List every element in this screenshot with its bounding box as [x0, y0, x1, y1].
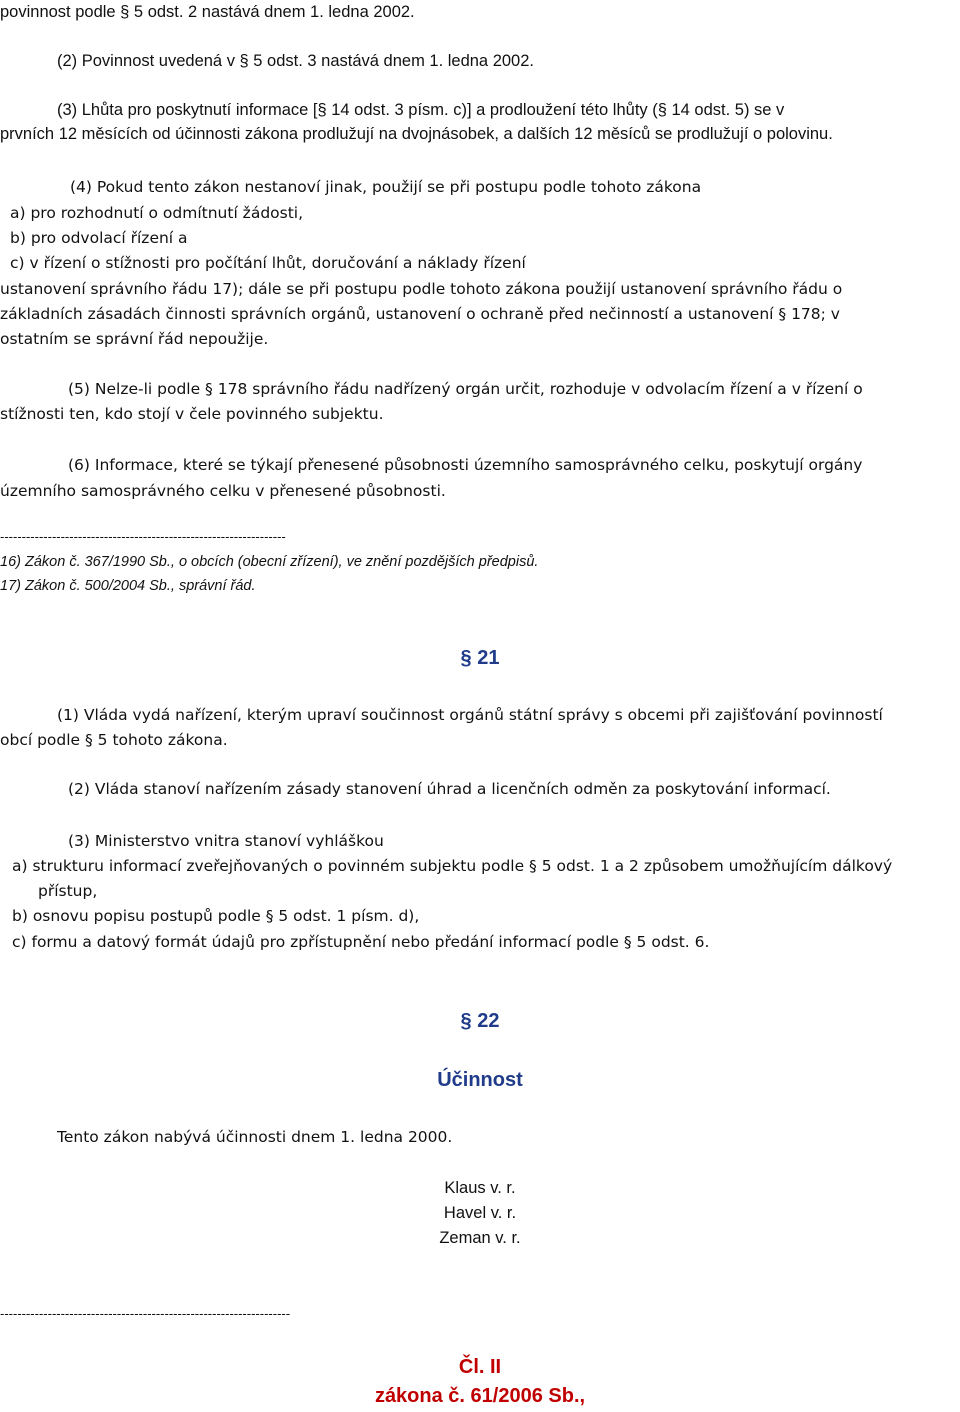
signature-klaus: Klaus v. r. [444, 1179, 516, 1197]
section-21-para-1-line-1: (1) Vláda vydá nařízení, kterým upraví součinnost orgánů státní správy s obcemi při zajišťování povinností [57, 706, 883, 724]
part-separator: ------------------------------------------------------------------- [0, 1306, 291, 1321]
paragraph-4-item-b: b) pro odvolací řízení a [10, 229, 188, 247]
section-21-item-a-line-2: přístup, [38, 882, 98, 900]
paragraph-4-item-c: c) v řízení o stížnosti pro počítání lhůt, doručování a náklady řízení [10, 254, 526, 272]
section-21-item-c: c) formu a datový formát údajů pro zpřístupnění nebo předání informací podle § 5 odst. 6. [12, 933, 710, 951]
paragraph-4-line-7: ostatním se správní řád nepoužije. [0, 330, 269, 348]
section-22-title: Účinnost [437, 1069, 523, 1091]
paragraph-3-line-2: prvních 12 měsících od účinnosti zákona prodlužují na dvojnásobek, a dalších 12 měsíců se prodlužují o polovinu. [0, 125, 833, 143]
paragraph-4-line-6: základních zásadách činnosti správních orgánů, ustanovení o ochraně před nečinností a ustanovení § 178; v [0, 305, 840, 323]
section-21-item-a-line-1: a) strukturu informací zveřejňovaných o povinném subjektu podle § 5 odst. 1 a 2 způsobem umožňujícím dálkový [12, 857, 893, 875]
effective-date-text: Tento zákon nabývá účinnosti dnem 1. ledna 2000. [57, 1128, 453, 1146]
footnote-17: 17) Zákon č. 500/2004 Sb., správní řád. [0, 578, 256, 594]
section-21-heading: § 21 [460, 647, 500, 669]
signature-havel: Havel v. r. [443, 1204, 517, 1222]
signature-zeman: Zeman v. r. [439, 1229, 521, 1247]
section-22-heading: § 22 [460, 1010, 500, 1032]
paragraph-3-line-1: (3) Lhůta pro poskytnutí informace [§ 14 odst. 3 písm. c)] a prodloužení této lhůty (§ 14 odst. 5) se v [57, 101, 785, 119]
law-reference-heading: zákona č. 61/2006 Sb., [374, 1385, 586, 1407]
paragraph-4-item-a: a) pro rozhodnutí o odmítnutí žádosti, [10, 204, 304, 222]
paragraph-5-line-1: (5) Nelze-li podle § 178 správního řádu nadřízený orgán určit, rozhoduje v odvolacím řízení a v řízení o [68, 380, 863, 398]
section-21-para-2: (2) Vláda stanoví nařízením zásady stanovení úhrad a licenčních odměn za poskytování informací. [68, 780, 831, 798]
paragraph-4-line-1: (4) Pokud tento zákon nestanoví jinak, použijí se při postupu podle tohoto zákona [70, 178, 702, 196]
footnote-16: 16) Zákon č. 367/1990 Sb., o obcích (obecní zřízení), ve znění pozdějších předpisů. [0, 554, 539, 570]
paragraph-2: (2) Povinnost uvedená v § 5 odst. 3 nastává dnem 1. ledna 2002. [57, 52, 534, 70]
paragraph-line: povinnost podle § 5 odst. 2 nastává dnem 1. ledna 2002. [0, 3, 415, 21]
paragraph-5-line-2: stížnosti ten, kdo stojí v čele povinného subjektu. [0, 405, 384, 423]
section-21-item-b: b) osnovu popisu postupů podle § 5 odst. 1 písm. d), [12, 907, 420, 925]
footnote-separator: ------------------------------------------------------------------ [0, 529, 286, 544]
paragraph-4-line-5: ustanovení správního řádu 17); dále se při postupu podle tohoto zákona použijí ustanovení správního řádu o [0, 280, 843, 298]
paragraph-6-line-2: územního samosprávného celku v přenesené působnosti. [0, 482, 446, 500]
paragraph-6-line-1: (6) Informace, které se týkají přenesené působnosti územního samosprávného celku, poskytují orgány [68, 456, 863, 474]
section-21-para-1-line-2: obcí podle § 5 tohoto zákona. [0, 731, 228, 749]
section-21-para-3: (3) Ministerstvo vnitra stanoví vyhláškou [68, 832, 384, 850]
part-heading: Čl. II [458, 1356, 502, 1378]
